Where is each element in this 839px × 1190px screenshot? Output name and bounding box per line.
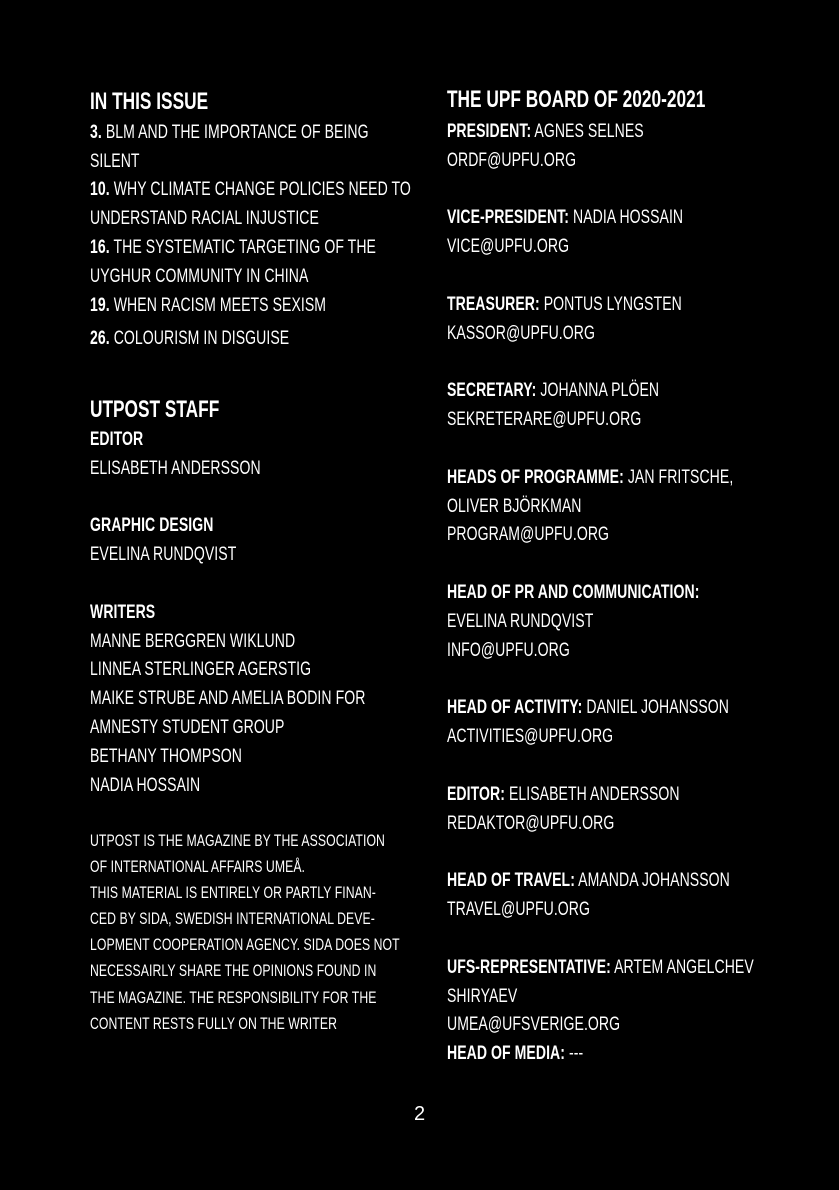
board-editor-email[interactable]: REDAKTOR@UPFU.ORG xyxy=(447,812,615,834)
board-secretary: SECRETARY: JOHANNA PLÖEN xyxy=(447,379,660,401)
board-vice-email[interactable]: VICE@UPFU.ORG xyxy=(447,235,570,257)
issue-item: 26. COLOURISM IN DISGUISE xyxy=(90,327,290,349)
board-travel: HEAD OF TRAVEL: AMANDA JOHANSSON xyxy=(447,869,730,891)
board-secretary-email[interactable]: SEKRETERARE@UPFU.ORG xyxy=(447,408,642,430)
board-media: HEAD OF MEDIA: --- xyxy=(447,1042,584,1064)
board-activity-email[interactable]: ACTIVITIES@UPFU.ORG xyxy=(447,725,614,747)
issue-item-continued: SILENT xyxy=(90,150,140,172)
board-treasurer-email[interactable]: KASSOR@UPFU.ORG xyxy=(447,322,595,344)
issue-item: 16. THE SYSTEMATIC TARGETING OF THE xyxy=(90,236,376,258)
about-text-line: CED BY SIDA, SWEDISH INTERNATIONAL DEVE- xyxy=(90,909,375,928)
board-ufs: UFS-REPRESENTATIVE: ARTEM ANGELCHEV xyxy=(447,956,754,978)
about-text-line: THE MAGAZINE. THE RESPONSIBILITY FOR THE xyxy=(90,988,377,1007)
staff-editor-label: EDITOR xyxy=(90,428,144,450)
staff-editor-name: ELISABETH ANDERSSON xyxy=(90,457,261,479)
board-vice-president: VICE-PRESIDENT: NADIA HOSSAIN xyxy=(447,206,684,228)
board-travel-email[interactable]: TRAVEL@UPFU.ORG xyxy=(447,898,591,920)
about-text-line: CONTENT RESTS FULLY ON THE WRITER xyxy=(90,1014,337,1033)
board-president-email[interactable]: ORDF@UPFU.ORG xyxy=(447,149,577,171)
issue-item-continued: UYGHUR COMMUNITY IN CHINA xyxy=(90,265,309,287)
utpost-staff-heading: UTPOST STAFF xyxy=(90,396,220,423)
writer-name: AMNESTY STUDENT GROUP xyxy=(90,716,285,738)
about-text-line: LOPMENT COOPERATION AGENCY. SIDA DOES NOT xyxy=(90,935,400,954)
board-programme-name2: OLIVER BJÖRKMAN xyxy=(447,495,582,517)
staff-writers-label: WRITERS xyxy=(90,601,156,623)
board-pr-email[interactable]: INFO@UPFU.ORG xyxy=(447,639,570,661)
staff-design-name: EVELINA RUNDQVIST xyxy=(90,543,237,565)
about-text-line: NECESSAIRLY SHARE THE OPINIONS FOUND IN xyxy=(90,961,377,980)
board-ufs-name2: SHIRYAEV xyxy=(447,985,518,1007)
writer-name: LINNEA STERLINGER AGERSTIG xyxy=(90,658,312,680)
page-number: 2 xyxy=(413,1103,426,1125)
board-heading: THE UPF BOARD OF 2020-2021 xyxy=(447,86,706,113)
board-ufs-email[interactable]: UMEA@UFSVERIGE.ORG xyxy=(447,1013,621,1035)
board-pr-name: EVELINA RUNDQVIST xyxy=(447,610,594,632)
board-editor: EDITOR: ELISABETH ANDERSSON xyxy=(447,783,680,805)
issue-item-continued: UNDERSTAND RACIAL INJUSTICE xyxy=(90,207,319,229)
about-text-line: THIS MATERIAL IS ENTIRELY OR PARTLY FINAN- xyxy=(90,883,376,902)
issue-item: 3. BLM AND THE IMPORTANCE OF BEING xyxy=(90,121,369,143)
issue-item: 10. WHY CLIMATE CHANGE POLICIES NEED TO xyxy=(90,178,411,200)
board-programme: HEADS OF PROGRAMME: JAN FRITSCHE, xyxy=(447,466,734,488)
writer-name: MANNE BERGGREN WIKLUND xyxy=(90,630,296,652)
writer-name: MAIKE STRUBE AND AMELIA BODIN FOR xyxy=(90,687,366,709)
writer-name: BETHANY THOMPSON xyxy=(90,745,242,767)
board-president: PRESIDENT: AGNES SELNES xyxy=(447,120,644,142)
board-pr-label: HEAD OF PR AND COMMUNICATION: xyxy=(447,581,700,603)
about-text-line: OF INTERNATIONAL AFFAIRS UMEÅ. xyxy=(90,857,306,876)
staff-design-label: GRAPHIC DESIGN xyxy=(90,514,214,536)
board-treasurer: TREASURER: PONTUS LYNGSTEN xyxy=(447,293,682,315)
about-text-line: UTPOST IS THE MAGAZINE BY THE ASSOCIATION xyxy=(90,831,385,850)
writer-name: NADIA HOSSAIN xyxy=(90,774,201,796)
board-programme-email[interactable]: PROGRAM@UPFU.ORG xyxy=(447,523,610,545)
board-activity: HEAD OF ACTIVITY: DANIEL JOHANSSON xyxy=(447,696,729,718)
issue-item: 19. WHEN RACISM MEETS SEXISM xyxy=(90,294,327,316)
in-this-issue-heading: IN THIS ISSUE xyxy=(90,88,209,115)
